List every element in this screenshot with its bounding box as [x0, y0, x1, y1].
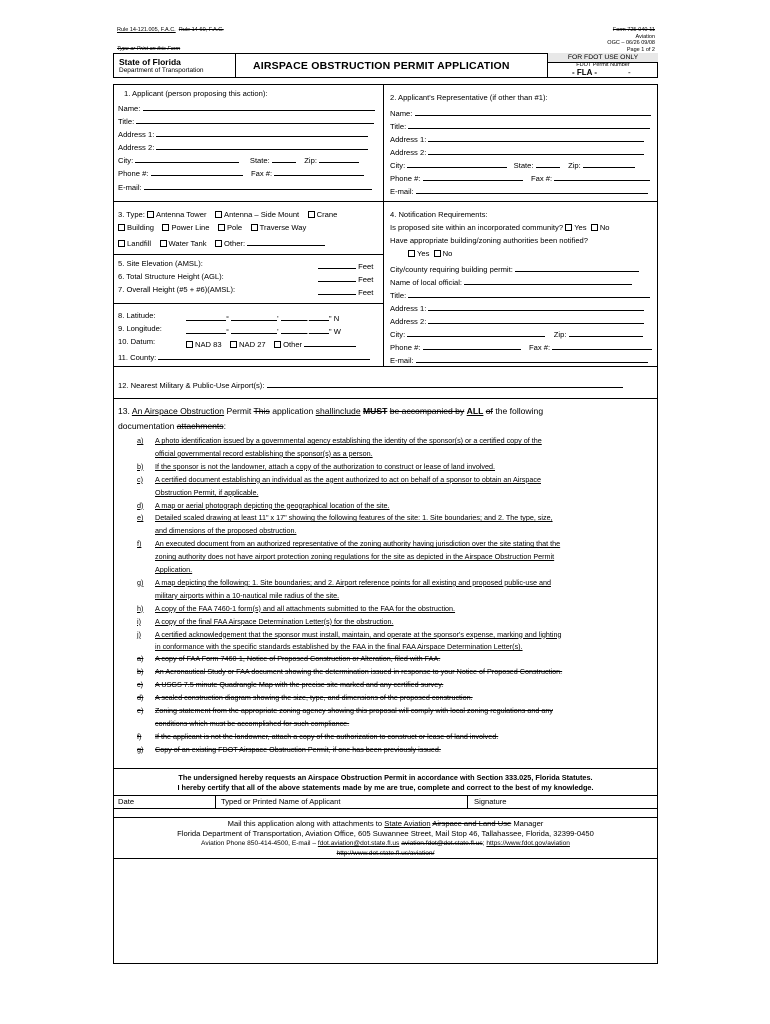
type-or-print-note: Type or Print on this Form	[117, 46, 181, 52]
longitude-sec-field[interactable]	[281, 324, 307, 334]
authorities-yes-checkbox[interactable]	[408, 250, 415, 257]
official-phone-field[interactable]	[423, 340, 521, 350]
official-row: Name of local official:	[390, 275, 632, 288]
latitude-min-field[interactable]	[231, 311, 277, 321]
applicant-name-row: Name:	[118, 101, 375, 114]
certification-line-2: I hereby certify that all of the above statements made by me are true, complete and correct to the best of my knowledge.	[177, 783, 594, 792]
attachment-label: g)	[137, 577, 144, 587]
attachment-text: Detailed scaled drawing at least 11" x 17" showing the following features of the site: 1. Site boundaries; and 2. The type, size,	[155, 513, 553, 523]
city-county-field[interactable]	[515, 262, 639, 272]
rep-email-field[interactable]	[416, 184, 648, 194]
attachment-label: a)	[137, 436, 144, 445]
attachment-label: e)	[137, 705, 144, 715]
attachment-label: b)	[137, 461, 144, 471]
latitude-deg-field[interactable]	[186, 311, 226, 321]
latitude-sec-field[interactable]	[281, 311, 307, 321]
rep-zip-field[interactable]	[583, 158, 635, 168]
rep-address1-row: Address 1:	[390, 132, 644, 145]
rep-email-row: E-mail:	[390, 184, 648, 197]
official-city-field[interactable]	[407, 327, 545, 337]
rep-phone-row: Phone #: Fax #:	[390, 171, 650, 184]
old-website: http://www.dot.state.fl.us/aviation/	[336, 850, 435, 857]
permit-number-label: FDOT Permit Number	[576, 62, 630, 68]
aviation-email-link[interactable]: fdot.aviation@dot.state.fl.us	[317, 840, 400, 847]
type-row-3: Landfill Water Tank Other:	[118, 236, 325, 249]
attachment-text: A copy of FAA Form 7460-1, Notice of Proposed Construction or Alteration, filed with FAA.	[155, 654, 441, 664]
applicant-phone-row: Phone #: Fax #:	[118, 166, 364, 179]
applicant-title-row: Title:	[118, 114, 374, 127]
rep-title-field[interactable]	[408, 119, 650, 129]
attachment-label: i)	[137, 616, 141, 626]
longitude-min-field[interactable]	[231, 324, 277, 334]
traverse-way-checkbox[interactable]	[251, 224, 258, 231]
attachment-text: A map depicting the following: 1. Site boundaries; and 2. Airport reference points for all existing and proposed public-use and	[155, 577, 551, 587]
official-name-field[interactable]	[464, 275, 632, 285]
official-address2-row: Address 2:	[390, 314, 644, 327]
other-type-checkbox[interactable]	[215, 240, 222, 247]
attachment-label: b)	[137, 667, 144, 677]
attachment-text: If the sponsor is not the landowner, attach a copy of the authorization to construct or lease of land involved.	[155, 461, 496, 471]
applicant-address2-row: Address 2:	[118, 140, 368, 153]
water-tank-checkbox[interactable]	[160, 240, 167, 247]
official-email-row: E-mail:	[390, 353, 648, 366]
applicant-zip-field[interactable]	[319, 153, 359, 163]
incorporated-yes-checkbox[interactable]	[565, 224, 572, 231]
fdot-use-only-label: FOR FDOT USE ONLY	[548, 53, 658, 63]
site-elevation-field[interactable]	[318, 259, 356, 269]
applicant-name-label: Typed or Printed Name of Applicant	[221, 797, 341, 806]
official-title-row: Title:	[390, 288, 650, 301]
attachment-text: If the applicant is not the landowner, attach a copy of the authorization to construct or lease of land involved.	[155, 731, 499, 741]
applicant-address2-field[interactable]	[156, 140, 368, 150]
applicant-address1-field[interactable]	[156, 127, 368, 137]
official-zip-field[interactable]	[569, 327, 643, 337]
attachment-label: c)	[137, 680, 143, 690]
longitude-row: 9. Longitude: ° ' . " W	[118, 324, 341, 336]
representative-heading: 2. Applicant's Representative (if other than #1):	[390, 93, 548, 102]
airports-field[interactable]	[267, 378, 623, 388]
incorporated-no-checkbox[interactable]	[591, 224, 598, 231]
landfill-checkbox[interactable]	[118, 240, 125, 247]
form-office: Aviation	[635, 33, 655, 40]
attachment-label: f)	[137, 539, 142, 549]
antenna-tower-checkbox[interactable]	[147, 211, 154, 218]
attachment-text: military airports within a 10-nautical mile radius of the site.	[155, 590, 340, 600]
applicant-address1-row: Address 1:	[118, 127, 368, 140]
rep-address1-field[interactable]	[428, 132, 644, 142]
other-datum-checkbox[interactable]	[274, 341, 281, 348]
applicant-title-field[interactable]	[136, 114, 374, 124]
attachment-label: a)	[137, 654, 144, 664]
authorities-row: Yes No	[408, 249, 452, 259]
aviation-website-link[interactable]: https://www.fdot.gov/aviation	[486, 840, 570, 847]
overall-height-label: 7. Overall Height (#5 + #6)(AMSL):	[118, 285, 236, 294]
antenna-side-mount-checkbox[interactable]	[215, 211, 222, 218]
attachment-text: A certified document establishing an individual as the agent authorized to act on behalf of a sponsor to obtain an Airspace	[155, 474, 541, 484]
datum-row: 10. Datum: NAD 83 NAD 27 Other	[118, 337, 155, 347]
attachment-text: official governmental record establishing the sponsor(s) as a person.	[155, 448, 373, 458]
rep-phone-field[interactable]	[423, 171, 523, 181]
section13-heading-line2: documentation attachments:	[118, 421, 226, 431]
power-line-checkbox[interactable]	[162, 224, 169, 231]
attachment-text: A certified acknowledgement that the sponsor must install, maintain, and operate at the sponsor's expense, marking and lighting	[155, 629, 562, 639]
rule-current: Rule 14-121.005, F.A.C.	[117, 27, 176, 33]
applicant-city-row: City: State: Zip:	[118, 153, 359, 166]
official-title-field[interactable]	[408, 288, 650, 298]
latitude-row: 8. Latitude: ° ' . " N	[118, 311, 340, 323]
county-field[interactable]	[158, 350, 370, 360]
crane-checkbox[interactable]	[308, 211, 315, 218]
rule-old: Rule 14-60, F.A.C.	[178, 27, 224, 33]
certification	[113, 773, 658, 793]
type-row-1: 3. Type: Antenna Tower Antenna – Side Mount Crane	[118, 210, 338, 219]
page-number: Page 1 of 2	[626, 46, 655, 53]
rep-city-row: City: State: Zip:	[390, 158, 635, 171]
attachment-text: A scaled construction diagram showing the size, type, and dimensions of the proposed construction.	[155, 693, 473, 702]
nad83-checkbox[interactable]	[186, 341, 193, 348]
other-type-field[interactable]	[247, 236, 325, 246]
applicant-city-field[interactable]	[135, 153, 239, 163]
attachment-label: f)	[137, 731, 142, 741]
attachment-text: in conformance with the specific standards established by the FAA in the final FAA Airspace Determination Letter(s).	[155, 642, 523, 652]
rep-title-row: Title:	[390, 119, 650, 132]
attachment-label: g)	[137, 744, 144, 754]
applicant-state-field[interactable]	[272, 153, 296, 163]
attachment-label: c)	[137, 474, 143, 484]
county-row: 11. County:	[118, 350, 370, 363]
authorities-notified-label: Have appropriate building/zoning authorities been notified?	[390, 236, 588, 245]
date-label: Date	[118, 797, 135, 806]
longitude-deg-field[interactable]	[186, 324, 226, 334]
latitude-dec-field[interactable]	[309, 311, 329, 321]
page-title: AIRSPACE OBSTRUCTION PERMIT APPLICATION	[253, 60, 510, 72]
attachment-label: d)	[137, 500, 144, 510]
applicant-name-field[interactable]	[143, 101, 375, 111]
other-datum-field[interactable]	[304, 337, 356, 347]
official-phone-row: Phone #: Fax #:	[390, 340, 652, 353]
state-label: State of Florida	[119, 57, 181, 67]
pole-checkbox[interactable]	[218, 224, 225, 231]
applicant-email-field[interactable]	[144, 180, 372, 190]
attachment-text: An executed document from an authorized representative of the zoning authority having jurisdiction over the site stating that the	[155, 539, 561, 549]
attachment-text: A USGS 7.5 minute Quadrangle Map with the precise site marked and any certified survey.	[155, 680, 444, 690]
attachment-text: Zoning statement from the appropriate zoning agency showing this proposal will comply with local zoning regulations and any	[155, 705, 553, 715]
attachment-label: j)	[137, 629, 141, 639]
applicant-heading: 1. Applicant (person proposing this action):	[124, 89, 268, 98]
certification-line-1: The undersigned hereby requests an Airspace Obstruction Permit in accordance with Section 333.025, Florida Statutes.	[178, 773, 593, 782]
attachment-label: e)	[137, 513, 144, 523]
attachment-label: h)	[137, 603, 144, 613]
applicant-phone-field[interactable]	[151, 166, 243, 176]
form-revision: OGC – 06/26 09/08	[607, 40, 655, 46]
structure-height-label: 6. Total Structure Height (AGL):	[118, 272, 224, 281]
attachment-text: conditions which must be accomplished for such compliance.	[155, 718, 350, 728]
rep-city-field[interactable]	[407, 158, 507, 168]
attachment-text: A photo identification issued by a governmental agency establishing the identity of the sponsor(s) or a certified copy of the	[155, 436, 542, 445]
rep-address2-field[interactable]	[428, 145, 644, 155]
attachment-text: zoning authority does not have airport protection zoning regulations for the site as depicted in the Airspace Obstruction Permit	[155, 552, 555, 562]
form-number-block	[607, 27, 655, 53]
attachment-text: Copy of an existing FDOT Airspace Obstruction Permit, if one has been previously issued.	[155, 744, 441, 754]
building-checkbox[interactable]	[118, 224, 125, 231]
attachment-text: Application.	[155, 565, 193, 574]
mailing-address: Florida Department of Transportation, Aviation Office, 605 Suwannee Street, Mail Stop 46, Tallahassee, Florida, 32399-0450	[177, 829, 594, 838]
applicant-fax-field[interactable]	[274, 166, 364, 176]
airports-row: 12. Nearest Military & Public-Use Airport(s):	[118, 378, 623, 391]
mailing-instructions: Mail this application along with attachments to State Aviation Airspace and Land Use Manager Florida Department of Transportation, Aviation Office, 605 Suwannee Street, Mail Stop 46, Tallahassee, Florida, 32399-0450 Aviation Phone 850-414-4500, E-mail – fdot.aviation@dot.state.fl.us aviation.fdot@dot.state.fl.us; https://www.fdot.gov/aviation http://www.dot.state.fl.us/aviation/	[113, 819, 658, 859]
department-label: Department of Transportation	[119, 67, 204, 74]
official-city-row: City: Zip:	[390, 327, 643, 340]
official-fax-field[interactable]	[552, 340, 652, 350]
incorporated-row: Is proposed site within an incorporated community? Yes No	[390, 223, 610, 232]
form-number: Form 725-040-11	[612, 27, 655, 33]
official-address1-row: Address 1:	[390, 301, 644, 314]
structure-height-field[interactable]	[318, 272, 356, 282]
rep-fax-field[interactable]	[554, 171, 650, 181]
city-county-row: City/county requiring building permit:	[390, 262, 639, 275]
permit-prefix: - FLA -	[572, 68, 598, 77]
attachment-text: An Aeronautical Study or FAA document showing the determination issued in response to your Notice of Proposed Construction.	[155, 667, 563, 677]
official-address1-field[interactable]	[428, 301, 644, 311]
site-elevation-label: 5. Site Elevation (AMSL):	[118, 259, 203, 268]
notification-heading: 4. Notification Requirements:	[390, 210, 488, 219]
rep-address2-row: Address 2:	[390, 145, 644, 158]
rep-name-field[interactable]	[415, 106, 651, 116]
attachment-text: Obstruction Permit, if applicable.	[155, 487, 259, 497]
section13-heading: 13. An Airspace Obstruction Permit This application shallinclude MUST be accompanied by ALL of the following	[118, 406, 544, 416]
applicant-email-row: E-mail:	[118, 180, 372, 193]
official-address2-field[interactable]	[428, 314, 644, 324]
attachment-text: A copy of the FAA 7460-1 form(s) and all attachments submitted to the FAA for the obstruction.	[155, 603, 456, 613]
rep-state-field[interactable]	[536, 158, 560, 168]
nad27-checkbox[interactable]	[230, 341, 237, 348]
attachment-text: A copy of the final FAA Airspace Determination Letter(s) for the obstruction.	[155, 616, 394, 626]
signature-label: Signature	[474, 797, 507, 806]
official-email-field[interactable]	[416, 353, 648, 363]
rule-citation	[117, 27, 224, 34]
attachment-label: d)	[137, 693, 144, 702]
attachment-text: and dimensions of the proposed obstruction.	[155, 526, 297, 536]
rep-name-row: Name:	[390, 106, 651, 119]
longitude-dec-field[interactable]	[309, 324, 329, 334]
overall-height-field[interactable]	[318, 285, 356, 295]
type-row-2: Building Power Line Pole Traverse Way	[118, 223, 306, 233]
authorities-no-checkbox[interactable]	[434, 250, 441, 257]
attachment-text: A map or aerial photograph depicting the geographical location of the site.	[155, 500, 390, 510]
